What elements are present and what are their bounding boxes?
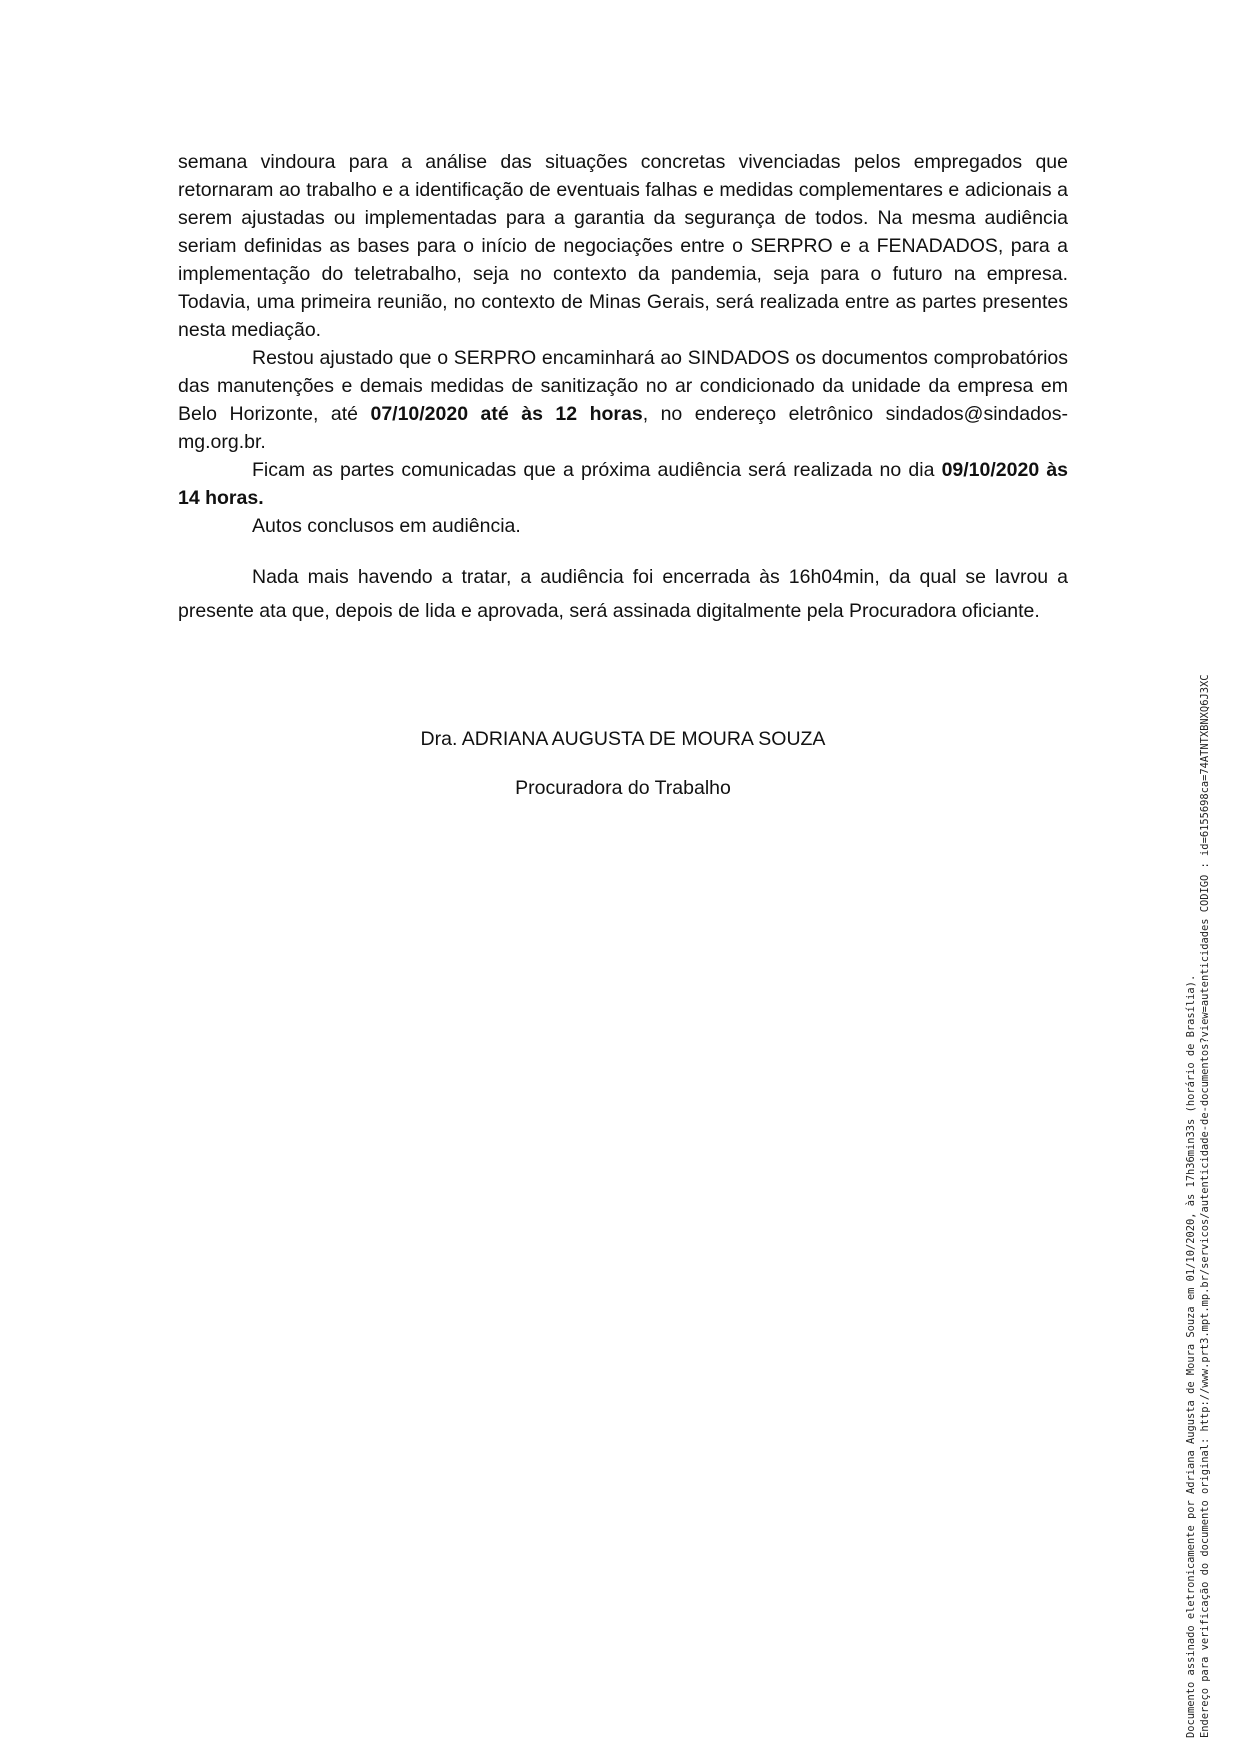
deadline-date: 07/10/2020 até às 12 horas [370, 403, 643, 425]
paragraph-closing: Nada mais havendo a tratar, a audiência foi encerrada às 16h04min, da qual se lavrou a presente ata que, depois de lida e aprovada, será assinada digitalmente pela Procuradora oficiante. [178, 566, 1068, 622]
signatory-role: Procuradora do Trabalho [515, 777, 731, 799]
paragraph-next-hearing [178, 456, 1068, 512]
paragraph-conclusion: Autos conclusos em audiência. [252, 515, 521, 537]
paragraph-documents [178, 344, 1068, 456]
paragraph-next-hearing-text: Ficam as partes comunicadas que a próxima audiência será realizada no dia [252, 459, 942, 481]
paragraph-documents-end: , no endereço eletrônico sindados@sindados-mg.org.br. [178, 403, 1069, 453]
stamp-line-verification: Endereço para verificação do documento original: http://www.prt3.mpt.mp.br/servicos/autenticidade-de-documentos?view=autenticidades CODIGO : id=6155698ca=74ATNTXBNXQ6J3XC [1199, 674, 1211, 1738]
signatory-name: Dra. ADRIANA AUGUSTA DE MOURA SOUZA [420, 728, 826, 750]
next-hearing-date: 09/10/2020 às 14 horas. [178, 459, 1069, 509]
stamp-line-signed: Documento assinado eletronicamente por Adriana Augusta de Moura Souza em 01/10/2020, às 17h36min33s (horário de Brasília). [1185, 974, 1197, 1738]
paragraph-documents-text: Restou ajustado que o SERPRO encaminhará ao SINDADOS os documentos comprobatórios das manutenções e demais medidas de sanitização no ar condicionado da unidade da empresa em Belo Horizonte, até [178, 347, 1068, 425]
electronic-signature-stamp [1184, 675, 1212, 1738]
paragraph-continuation: semana vindoura para a análise das situações concretas vivenciadas pelos empregados que retornaram ao trabalho e a identificação de eventuais falhas e medidas complementares e adicionais a serem ajustadas ou implementadas para a garantia da segurança de todos. Na mesma audiência seriam definidas as bases para o início de negociações entre o SERPRO e a FENADADOS, para a implementação do teletrabalho, seja no contexto da pandemia, seja para o futuro na empresa. Todavia, uma primeira reunião, no contexto de Minas Gerais, será realizada entre as partes presentes nesta mediação. [178, 151, 1068, 341]
document-body [178, 148, 1068, 628]
